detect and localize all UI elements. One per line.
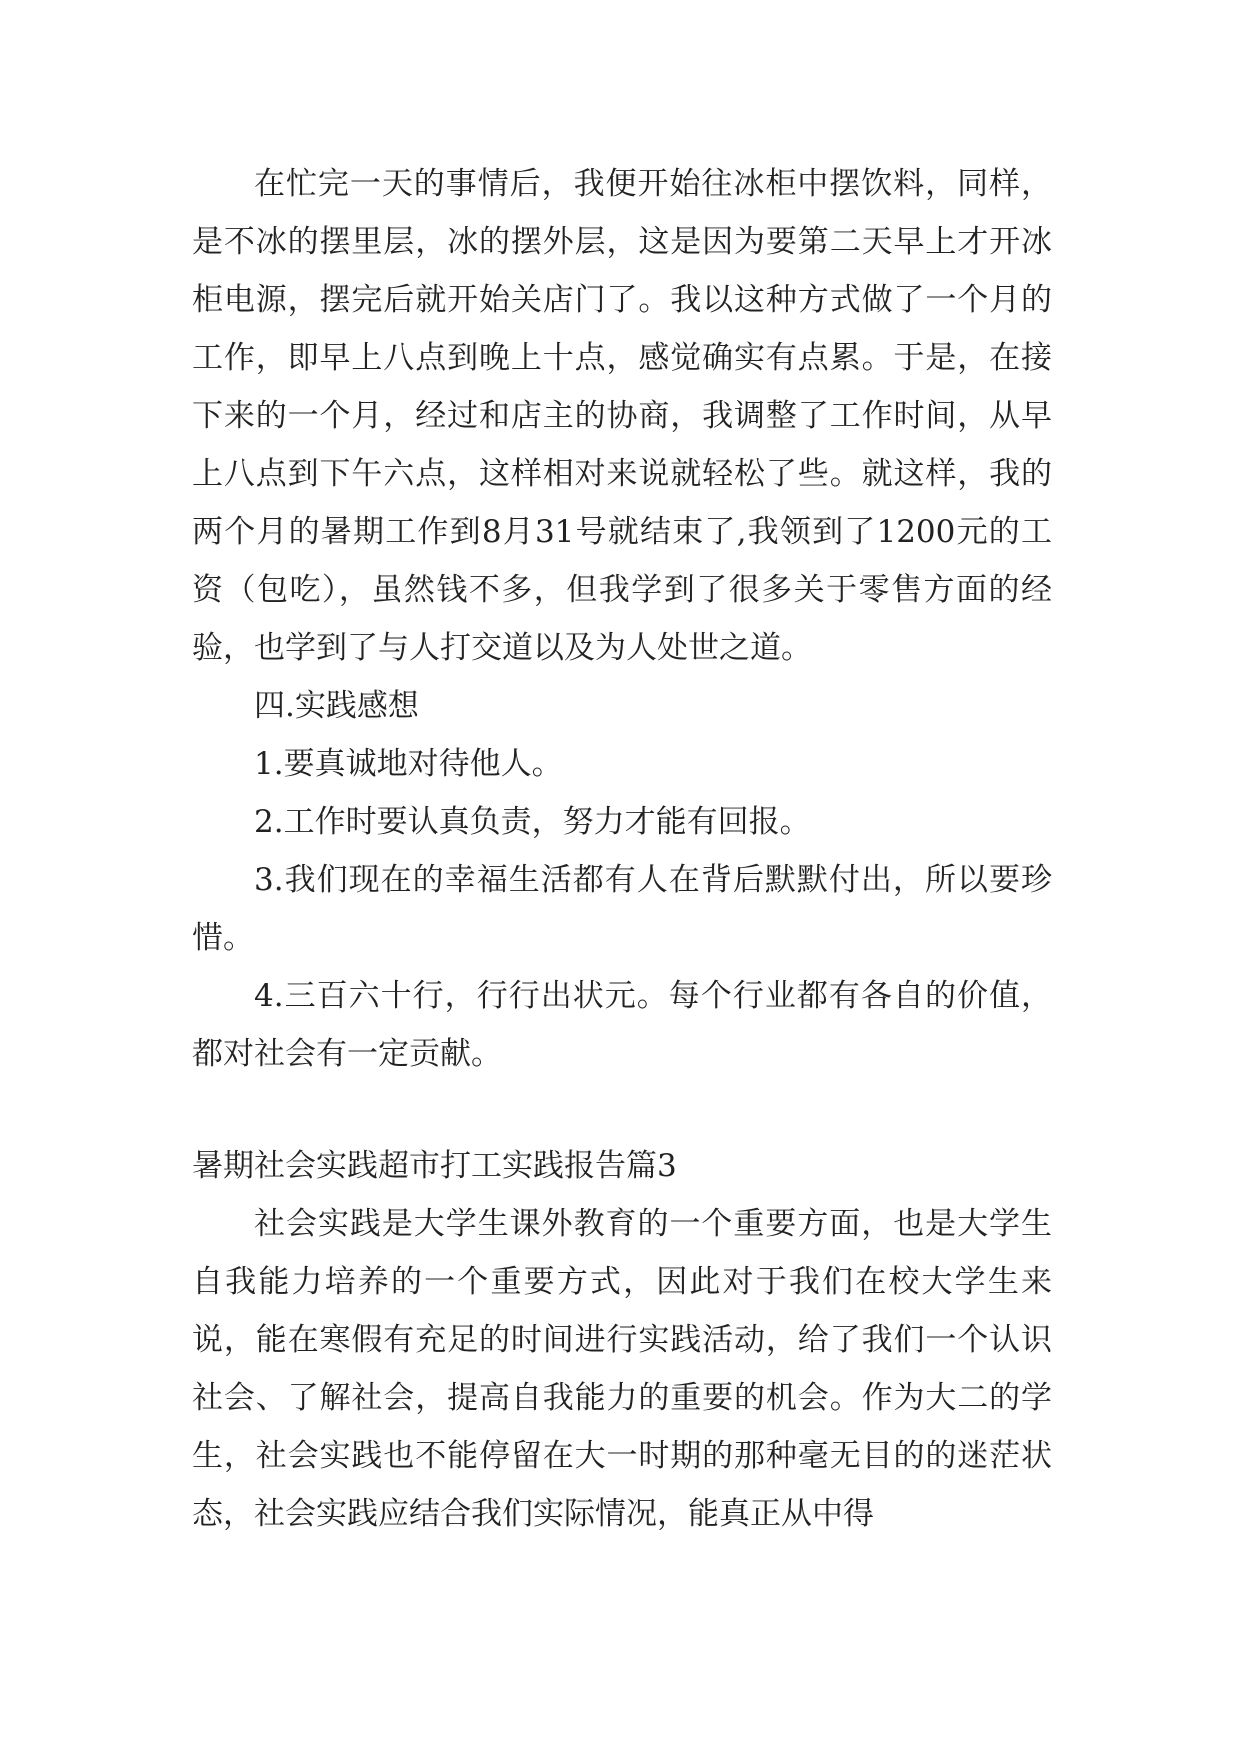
reflection-item-4: 4.三百六十行，行行出状元。每个行业都有各自的价值，都对社会有一定贡献。 xyxy=(192,978,1052,1072)
paragraph-intro-report-3: 社会实践是大学生课外教育的一个重要方面，也是大学生自我能力培养的一个重要方式，因此对于我们在校大学生来说，能在寒假有充足的时间进行实践活动，给了我们一个认识社会、了解社会，提高自我能力的重要的机会。作为大二的学生，社会实践也不能停留在大一时期的那种毫无目的的迷茫状态，社会实践应结合我们实际情况，能真正从中得 xyxy=(192,1206,1052,1532)
document-page xyxy=(192,155,1052,1543)
report-section-heading: 暑期社会实践超市打工实践报告篇3 xyxy=(192,1148,677,1184)
section-title-reflections: 四.实践感想 xyxy=(254,688,419,724)
reflection-item-3: 3.我们现在的幸福生活都有人在背后默默付出，所以要珍惜。 xyxy=(192,862,1052,956)
paragraph-work-summary: 在忙完一天的事情后，我便开始往冰柜中摆饮料，同样，是不冰的摆里层，冰的摆外层，这是因为要第二天早上才开冰柜电源，摆完后就开始关店门了。我以这种方式做了一个月的工作，即早上八点到晚上十点，感觉确实有点累。于是，在接下来的一个月，经过和店主的协商，我调整了工作时间，从早上八点到下午六点，这样相对来说就轻松了些。就这样，我的两个月的暑期工作到8月31号就结束了,我领到了1200元的工资（包吃），虽然钱不多，但我学到了很多关于零售方面的经验，也学到了与人打交道以及为人处世之道。 xyxy=(192,166,1052,666)
reflection-item-1: 1.要真诚地对待他人。 xyxy=(254,746,563,782)
reflection-item-2: 2.工作时要认真负责，努力才能有回报。 xyxy=(254,804,811,840)
